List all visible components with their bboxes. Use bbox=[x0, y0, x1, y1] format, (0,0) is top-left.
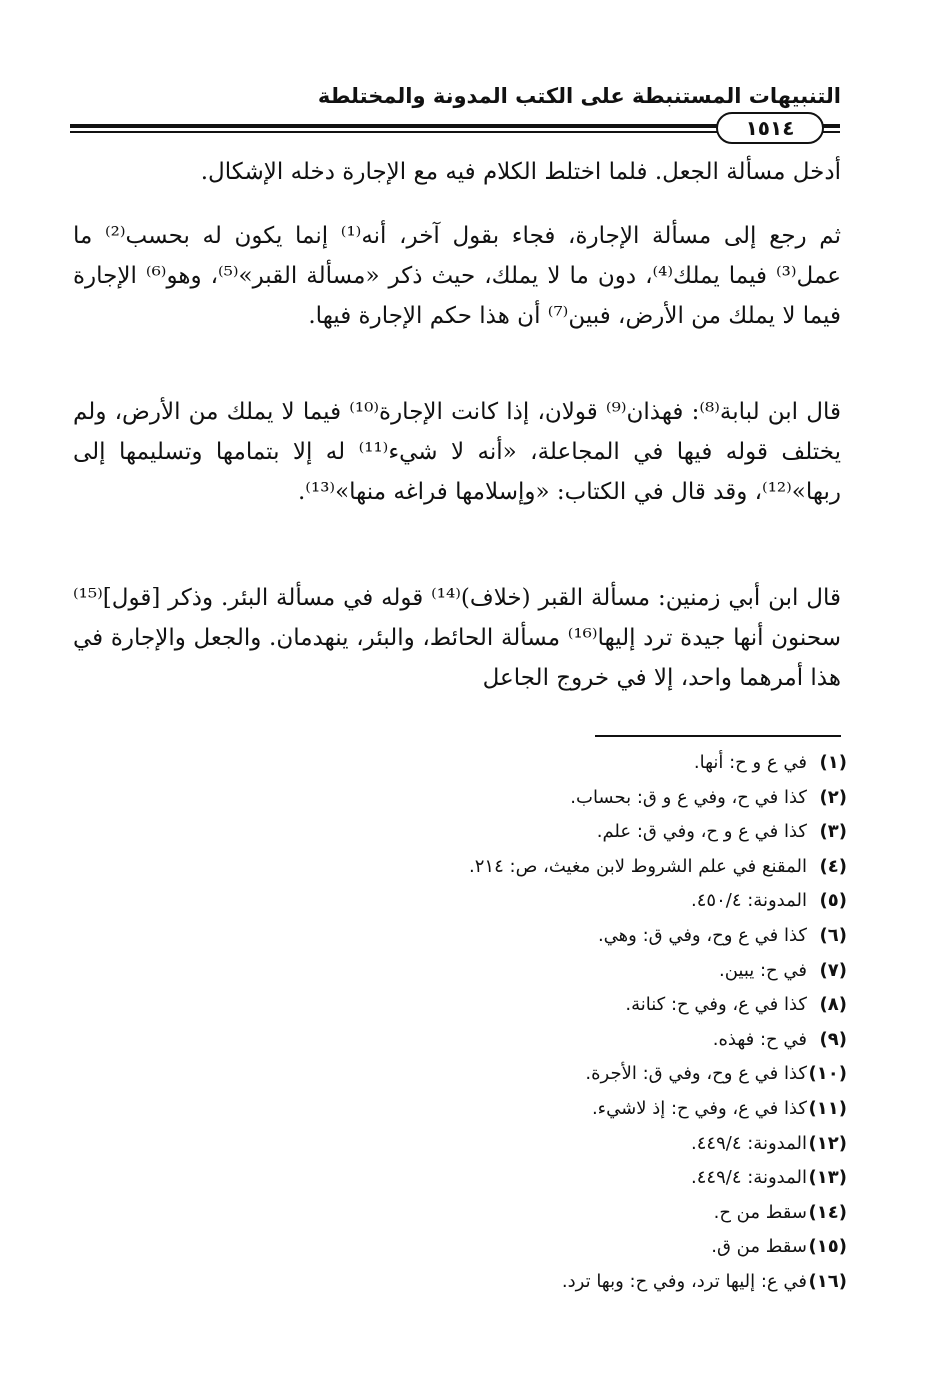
footnote-text: كذا في ع، وفي ح: إذ لاشيء. bbox=[591, 1097, 807, 1119]
footnote-text: كذا في ع وح، وفي ق: الأجرة. bbox=[585, 1063, 807, 1085]
paragraph: أدخل مسألة الجعل. فلما اختلط الكلام فيه مع الإجارة دخله الإشكال. bbox=[200, 159, 841, 185]
footnote-text: المدونة: ٤٤٩/٤. bbox=[691, 1167, 807, 1189]
footnote-number: (٢) bbox=[819, 786, 847, 808]
paragraph: قال ابن أبي زمنين: مسألة القبر (خلاف)⁽¹⁴⁾ قوله في مسألة البئر. وذكر [قول]⁽¹⁵⁾ سحنون أنها جيدة ترد إليها⁽¹⁶⁾ مسألة الحائط، والبئر، ينهدمان. والجعل والإجارة في هذا أمرهما واحد، إلا في خروج الجاعل bbox=[73, 585, 841, 691]
footnote-number: (١٥) bbox=[808, 1236, 847, 1258]
footnote-item bbox=[67, 1092, 847, 1127]
footnote-number: (١٢) bbox=[808, 1132, 847, 1154]
footnote-item bbox=[67, 1023, 847, 1058]
paragraph: قال ابن لبابة⁽⁸⁾: فهذان⁽⁹⁾ قولان، إذا كانت الإجارة⁽¹⁰⁾ فيما لا يملك من الأرض، ولم يختلف قوله فيها في المجاعلة، «أنه لا شيء⁽¹¹⁾ له إلا بتمامها وتسليمها إلى ربها»⁽¹²⁾، وقد قال في الكتاب: «وإسلامها فراغه منها»⁽¹³⁾. bbox=[73, 399, 841, 505]
footnote-item bbox=[67, 919, 847, 954]
footnote-text: المدونة: ٤٥٠/٤. bbox=[691, 890, 807, 912]
footnote-number: (٥) bbox=[819, 890, 847, 912]
footnote-item bbox=[67, 1230, 847, 1265]
footnote-item bbox=[67, 884, 847, 919]
footnote-item bbox=[67, 1127, 847, 1162]
footnote-number: (٦) bbox=[819, 924, 847, 946]
footnote-item bbox=[67, 954, 847, 989]
footnote-number: (١٠) bbox=[808, 1063, 847, 1085]
footnote-text: سقط من ق. bbox=[711, 1236, 807, 1258]
footnote-text: كذا في ح، وفي ع و ق: بحساب. bbox=[570, 786, 807, 808]
footnote-item bbox=[67, 1265, 847, 1300]
footnote-text: المدونة: ٤٤٩/٤. bbox=[691, 1132, 807, 1154]
footnote-number: (١) bbox=[819, 752, 847, 773]
footnote-item bbox=[67, 815, 847, 850]
footnote-text: سقط من ح. bbox=[713, 1201, 807, 1223]
footnote-separator bbox=[595, 735, 841, 737]
footnote-text: كذا في ع وح، وفي ق: وهي. bbox=[597, 924, 807, 946]
running-header-title: التنبيهات المستنبطة على الكتب المدونة والمختلطة bbox=[317, 84, 841, 108]
footnote-number: (١٣) bbox=[808, 1167, 847, 1189]
footnote-text: في ح: فهذه. bbox=[712, 1028, 807, 1050]
paragraph: ثم رجع إلى مسألة الإجارة، فجاء بقول آخر، أنه⁽¹⁾ إنما يكون له بحسب⁽²⁾ ما عمل⁽³⁾ فيما يملك⁽⁴⁾، دون ما لا يملك، حيث ذكر «مسألة القبر»⁽⁵⁾، وهو⁽⁶⁾ الإجارة فيما لا يملك من الأرض، فبين⁽⁷⁾ أن هذا حكم الإجارة فيها. bbox=[73, 223, 841, 329]
footnote-item bbox=[67, 781, 847, 816]
footnote-number: (٣) bbox=[819, 821, 847, 843]
footnote-text: في ع و ح: أنها. bbox=[693, 752, 807, 773]
footnote-text: المقنع في علم الشروط لابن مغيث، ص: ٢١٤. bbox=[469, 855, 807, 877]
footnote-number: (١٤) bbox=[808, 1201, 847, 1223]
footnote-text: في ع: إليها ترد، وفي ح: وبها ترد. bbox=[561, 1270, 807, 1292]
footnote-item bbox=[67, 1057, 847, 1092]
footnotes-list bbox=[67, 746, 847, 1300]
footnote-number: (١٦) bbox=[808, 1270, 847, 1292]
footnote-number: (٤) bbox=[819, 855, 847, 877]
footnote-item bbox=[67, 1196, 847, 1231]
footnote-text: كذا في ع و ح، وفي ق: علم. bbox=[596, 821, 807, 843]
footnote-number: (٩) bbox=[819, 1028, 847, 1050]
footnote-number: (٨) bbox=[819, 994, 847, 1016]
footnote-item bbox=[67, 746, 847, 781]
footnote-item bbox=[67, 1161, 847, 1196]
page-number-badge: ١٥١٤ bbox=[716, 112, 824, 144]
footnote-text: في ح: يبين. bbox=[718, 959, 807, 981]
footnote-number: (١١) bbox=[808, 1097, 847, 1119]
footnote-number: (٧) bbox=[819, 959, 847, 981]
footnote-item bbox=[67, 988, 847, 1023]
footnote-item bbox=[67, 850, 847, 885]
footnote-text: كذا في ع، وفي ح: كنانة. bbox=[625, 994, 807, 1016]
